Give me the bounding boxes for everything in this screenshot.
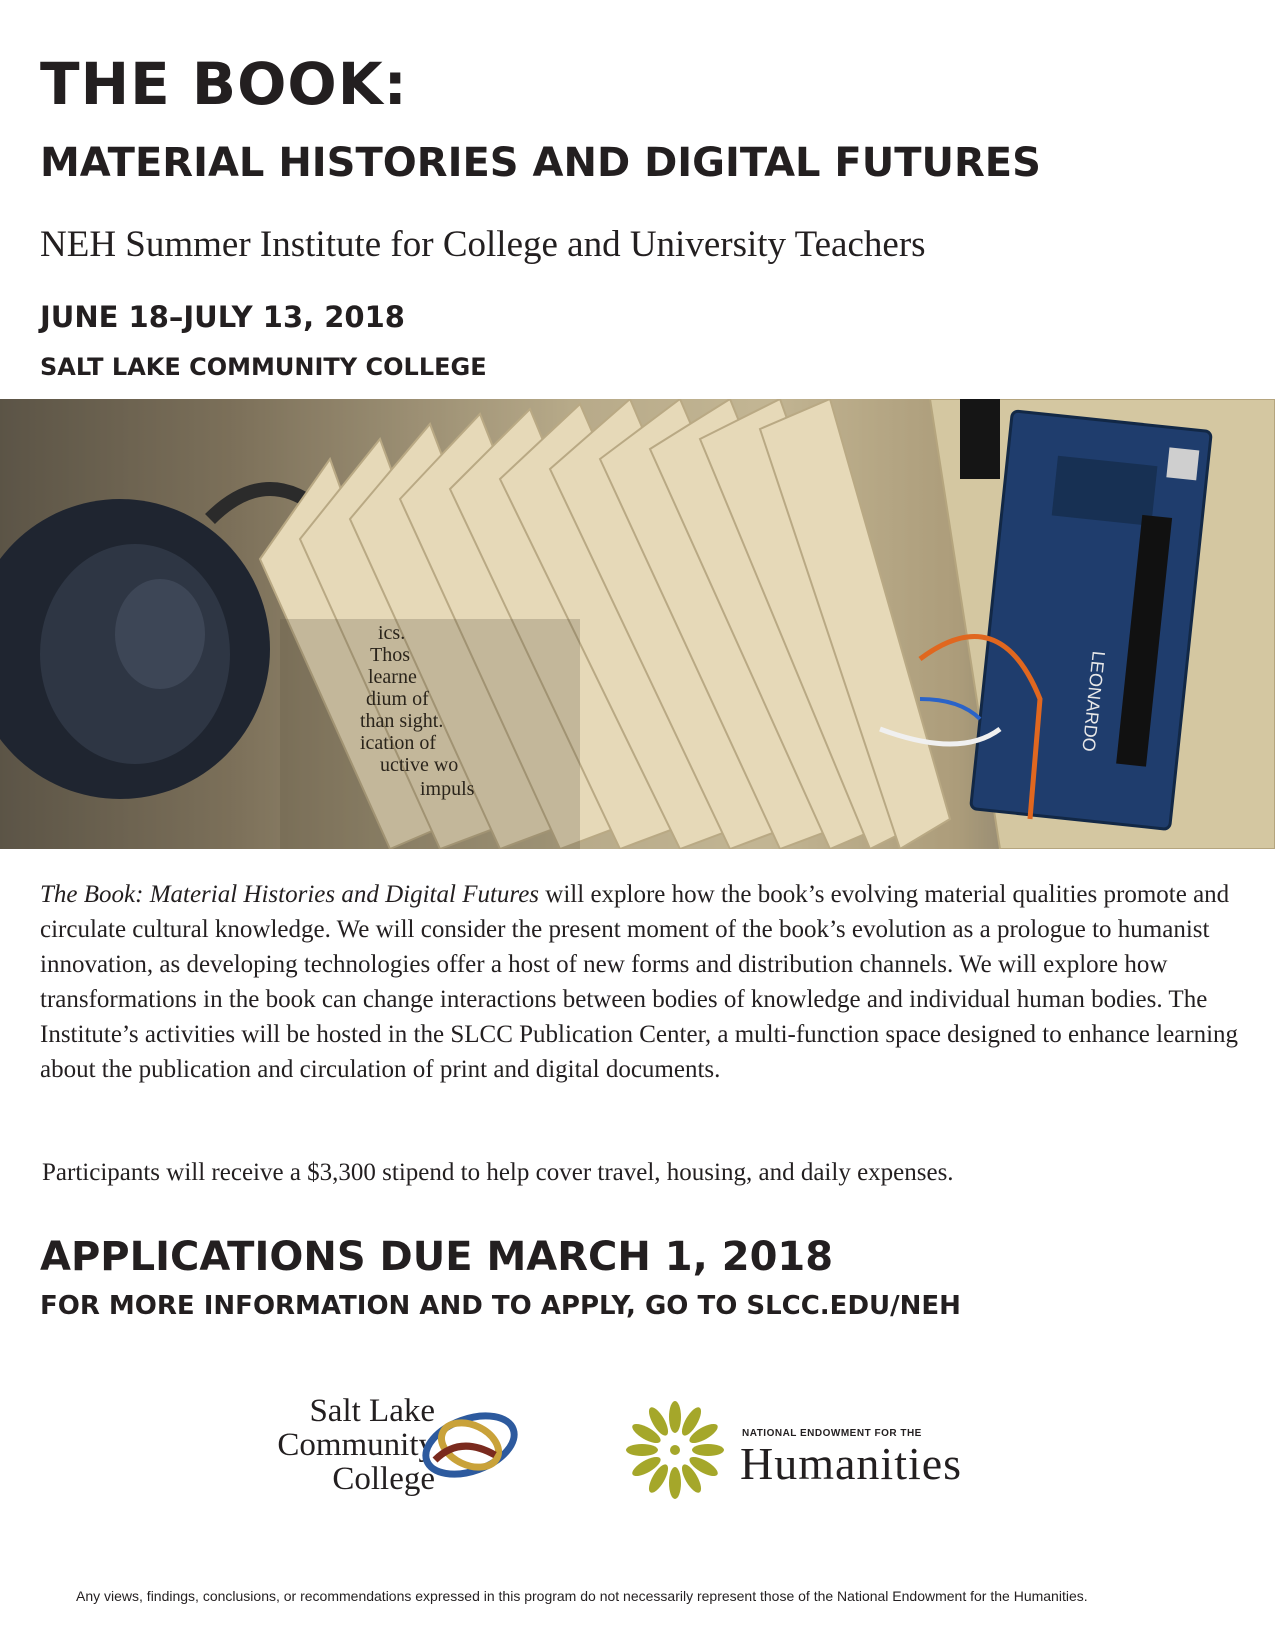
neh-sunburst-icon: [620, 1395, 730, 1505]
arduino-board: [971, 411, 1212, 830]
neh-big-text: Humanities: [740, 1438, 963, 1489]
page-text-6: ication of: [360, 732, 437, 754]
slcc-swirl-icon: [415, 1400, 525, 1490]
page-text-5: than sight.: [360, 710, 444, 732]
disclaimer: Any views, findings, conclusions, or recommendations expressed in this program do not necessarily represent those of the National Endowment for the Humanities.: [76, 1588, 1088, 1604]
page-text-2: Thos: [370, 644, 410, 666]
page-text-7: uctive wo: [380, 754, 459, 776]
slcc-logo: [205, 1390, 545, 1520]
slcc-wordmark: [205, 1394, 435, 1496]
slcc-line-3: College: [332, 1461, 435, 1497]
description-italic-title: The Book: Material Histories and Digital Futures: [40, 881, 540, 908]
event-venue: SALT LAKE COMMUNITY COLLEGE: [40, 353, 487, 381]
hero-photo: [0, 399, 1275, 849]
title-line-2: MATERIAL HISTORIES AND DIGITAL FUTURES: [40, 140, 1041, 186]
page-text-8: impuls: [420, 778, 475, 800]
neh-small-text: NATIONAL ENDOWMENT FOR THE: [742, 1428, 922, 1439]
title-line-1: THE BOOK:: [40, 50, 408, 118]
book-sculpture-illustration: [0, 399, 1275, 849]
event-dates: JUNE 18–JULY 13, 2018: [40, 300, 405, 334]
page-text-3: learne: [368, 666, 417, 688]
description: [40, 877, 1240, 1087]
page-text-1: ics.: [378, 622, 406, 644]
page-text-4: dium of: [366, 688, 429, 710]
subtitle: NEH Summer Institute for College and University Teachers: [40, 224, 926, 265]
board-label: LEONARDO: [1078, 650, 1109, 753]
neh-logo: [620, 1395, 1040, 1515]
more-info-link-text: FOR MORE INFORMATION AND TO APPLY, GO TO SLCC.EDU/NEH: [40, 1291, 961, 1321]
application-deadline: APPLICATIONS DUE MARCH 1, 2018: [40, 1234, 834, 1280]
slcc-line-1: Salt Lake: [309, 1393, 435, 1429]
slcc-line-2: Community: [277, 1427, 435, 1463]
description-text: will explore how the book’s evolving material qualities promote and circulate cultural knowledge. We will consider the present moment of the book’s evolution as a prologue to humanist innovation, as developing technologies offer a host of new forms and distribution channels. We will explore how transformations in the book can change interactions between bodies of knowledge and individual human bodies. The Institute’s activities will be hosted in the SLCC Publication Center, a multi-function space designed to enhance learning about the publication and circulation of print and digital documents.: [40, 881, 1239, 1083]
stipend-note: Participants will receive a $3,300 stipend to help cover travel, housing, and daily expenses.: [42, 1159, 954, 1186]
